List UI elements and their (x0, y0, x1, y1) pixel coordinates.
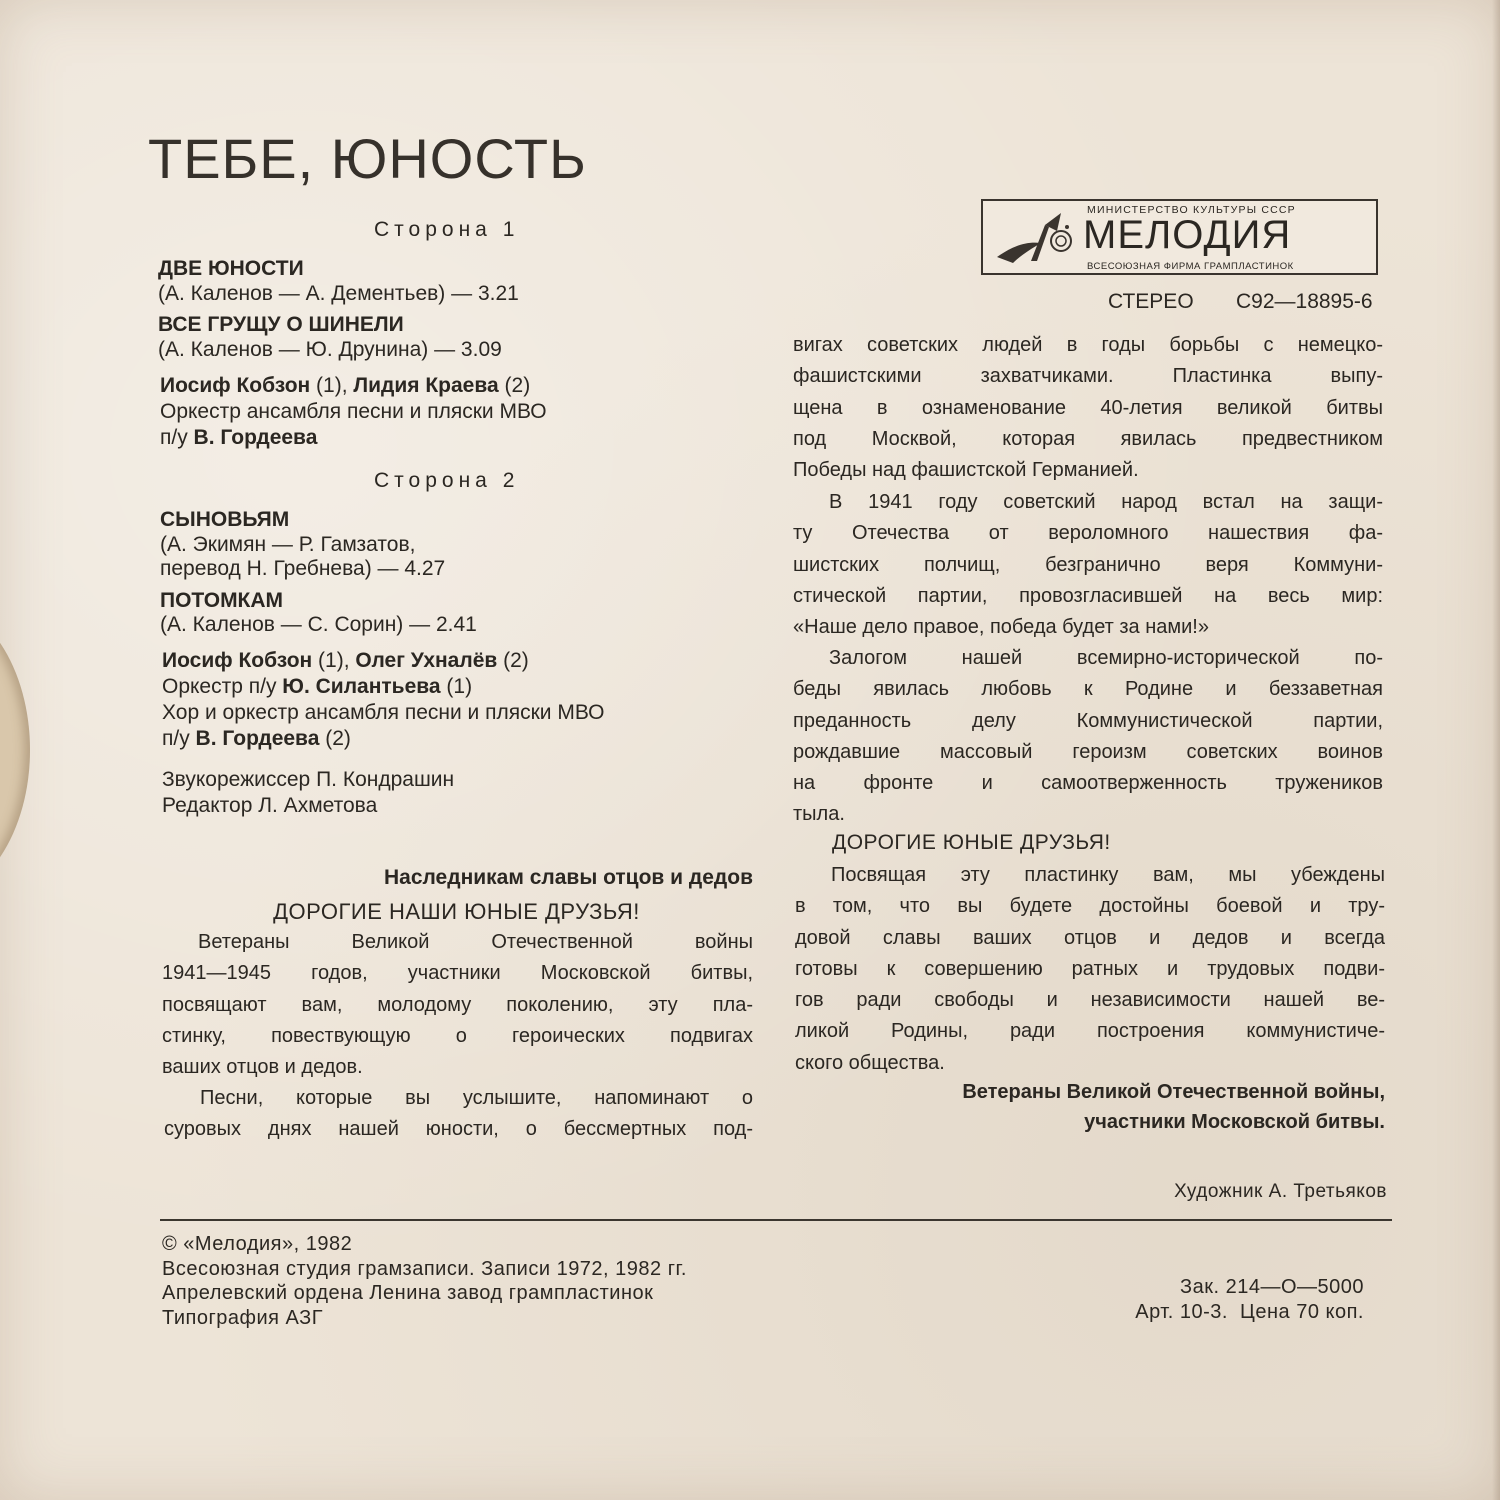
order-number: Зак. 214—О—5000 (1180, 1276, 1364, 1298)
side1-song-1-credits: (А. Каленов — А. Дементьев) — 3.21 (158, 282, 519, 305)
text-line: Победы над фашистской Германией. (793, 459, 1139, 482)
catalog-number: С92—18895-6 (1236, 290, 1373, 313)
melodiya-emblem-icon (991, 207, 1075, 269)
footer-divider (160, 1219, 1392, 1221)
performer: Олег Ухналёв (355, 649, 498, 672)
text-line: в том, что вы будете достойны боевой и тру- (795, 895, 1385, 918)
side1-song-2-credits: (А. Каленов — Ю. Друнина) — 3.09 (158, 338, 502, 361)
text-line: шистских полчищ, безгранично веря Коммуни- (793, 553, 1383, 576)
logo-name: МЕЛОДИЯ (1083, 213, 1292, 257)
text-line: беды явилась любовь к Родине и беззаветная (793, 678, 1383, 701)
artist-credit: Художник А. Третьяков (1174, 1181, 1387, 1202)
side1-performers (160, 373, 547, 451)
side2-song-2-credits: (А. Каленов — С. Сорин) — 2.41 (160, 613, 477, 636)
address-right-paragraph-2 (793, 487, 1383, 643)
choir-note: (2) (319, 727, 351, 750)
sleeve-edge (1492, 0, 1500, 1500)
printer: Типография АЗГ (162, 1306, 324, 1329)
choir: Хор и оркестр ансамбля песни и пляски МВО (162, 701, 605, 724)
choir-prefix: п/у (162, 727, 196, 750)
text-line: суровых днях нашей юности, о бессмертных под- (164, 1118, 753, 1141)
logo-firm: ВСЕСОЮЗНАЯ ФИРМА ГРАМПЛАСТИНОК (1087, 261, 1294, 272)
performer-note: (2) (497, 649, 529, 672)
orchestra-conductor: Ю. Силантьева (282, 675, 441, 698)
performer: Иосиф Кобзон (162, 649, 313, 672)
text-line: ского общества. (795, 1051, 945, 1074)
text-line: готовы к совершению ратных и трудовых подви- (795, 957, 1385, 980)
address-right-paragraph-1 (793, 330, 1383, 486)
conductor-prefix: п/у (160, 426, 194, 449)
footer-right (1135, 1275, 1364, 1324)
text-line: В 1941 году советский народ встал на защи- (829, 491, 1383, 513)
text-line: 1941—1945 годов, участники Московской битвы, (162, 962, 753, 985)
text-line: гов ради свободы и независимости нашей ве- (795, 989, 1385, 1012)
text-line: ваших отцов и дедов. (162, 1056, 363, 1079)
text-line: Песни, которые вы услышите, напоминают о (200, 1087, 753, 1109)
plant: Апрелевский ордена Ленина завод грампластинок (162, 1282, 654, 1304)
studio: Всесоюзная студия грамзаписи. Записи 1972, 1982 гг. (162, 1257, 687, 1280)
right-salutation: ДОРОГИЕ ЮНЫЕ ДРУЗЬЯ! (832, 831, 1111, 854)
address-right-paragraph-4 (795, 860, 1385, 1079)
side-2-label: Сторона 2 (374, 469, 520, 492)
performer: Иосиф Кобзон (160, 374, 311, 397)
side2-song-1-title: СЫНОВЬЯМ (160, 508, 290, 531)
text-line: «Наше дело правое, победа будет за нами!» (793, 616, 1209, 639)
side1-song-2-title: ВСЕ ГРУЩУ О ШИНЕЛИ (158, 313, 404, 336)
text-line: тыла. (793, 803, 845, 826)
text-line: фашистскими захватчиками. Пластинка выпу- (793, 365, 1383, 388)
text-line: преданность делу Коммунистической партии, (793, 709, 1383, 732)
text-line: вигах советских людей в годы борьбы с немецко- (793, 334, 1383, 356)
text-line: довой славы ваших отцов и дедов и всегда (795, 926, 1385, 949)
logo-ministry: МИНИСТЕРСТВО КУЛЬТУРЫ СССР (1087, 204, 1296, 216)
text-line: Посвящая эту пластинку вам, мы убеждены (831, 864, 1385, 886)
text-line: щена в ознаменование 40-летия великой битвы (793, 396, 1383, 419)
address-left-paragraph-2 (164, 1083, 753, 1146)
text-line: Ветераны Великой Отечественной войны (198, 931, 753, 953)
side2-song-1-credits: (А. Экимян — Р. Гамзатов, (160, 533, 416, 556)
orchestra-prefix: Оркестр п/у (162, 675, 283, 698)
choir-conductor: В. Гордеева (195, 727, 320, 750)
text-line: под Москвой, которая явилась предвестником (793, 427, 1383, 450)
address-left-paragraph-1 (162, 927, 753, 1083)
text-line: стинку, повествующую о героических подвигах (162, 1024, 753, 1047)
text-line: Залогом нашей всемирно-исторической по- (829, 647, 1383, 669)
performer: Лидия Краева (353, 374, 499, 397)
side2-song-2-title: ПОТОМКАМ (160, 589, 284, 612)
conductor: В. Гордеева (193, 426, 318, 449)
side2-performers (162, 648, 605, 752)
side2-song-1-credits-2: перевод Н. Гребнева) — 4.27 (160, 557, 446, 580)
copyright: © «Мелодия», 1982 (162, 1233, 353, 1255)
side1-song-1-title: ДВЕ ЮНОСТИ (158, 257, 304, 280)
price: Арт. 10-3. Цена 70 коп. (1135, 1300, 1364, 1323)
text-line: ту Отечества от вероломного нашествия фа- (793, 522, 1383, 545)
sound-engineer: Звукорежиссер П. Кондрашин (162, 768, 455, 791)
melodiya-logo (981, 199, 1378, 275)
side-1-label: Сторона 1 (374, 218, 520, 241)
text-line: посвящают вам, молодому поколению, эту пла- (162, 993, 753, 1016)
performer-note: (1), (310, 374, 354, 397)
text-line: рождавшие массовый героизм советских воинов (793, 740, 1383, 763)
address-heading: Наследникам славы отцов и дедов (383, 866, 753, 889)
address-right-paragraph-3 (793, 643, 1383, 831)
signature-line-2: участники Московской битвы. (1084, 1111, 1385, 1133)
text-line: стической партии, провозгласившей на весь мир: (793, 584, 1383, 607)
text-line: на фронте и самоотверженность тружеников (793, 772, 1383, 795)
editor: Редактор Л. Ахметова (162, 794, 378, 817)
footer-left (162, 1232, 687, 1330)
stereo-label: СТЕРЕО (1108, 290, 1194, 313)
address-salutation: ДОРОГИЕ НАШИ ЮНЫЕ ДРУЗЬЯ! (273, 899, 640, 924)
signature-line-1: Ветераны Великой Отечественной войны, (962, 1081, 1385, 1103)
performer-note: (1), (312, 649, 356, 672)
text-line: ликой Родины, ради построения коммунистиче- (795, 1020, 1385, 1043)
orchestra-note: (1) (440, 675, 473, 698)
performer-note: (2) (498, 374, 531, 397)
album-title: ТЕБЕ, ЮНОСТЬ (148, 127, 587, 190)
orchestra: Оркестр ансамбля песни и пляски МВО (160, 400, 547, 423)
disc-cutout (0, 600, 30, 900)
